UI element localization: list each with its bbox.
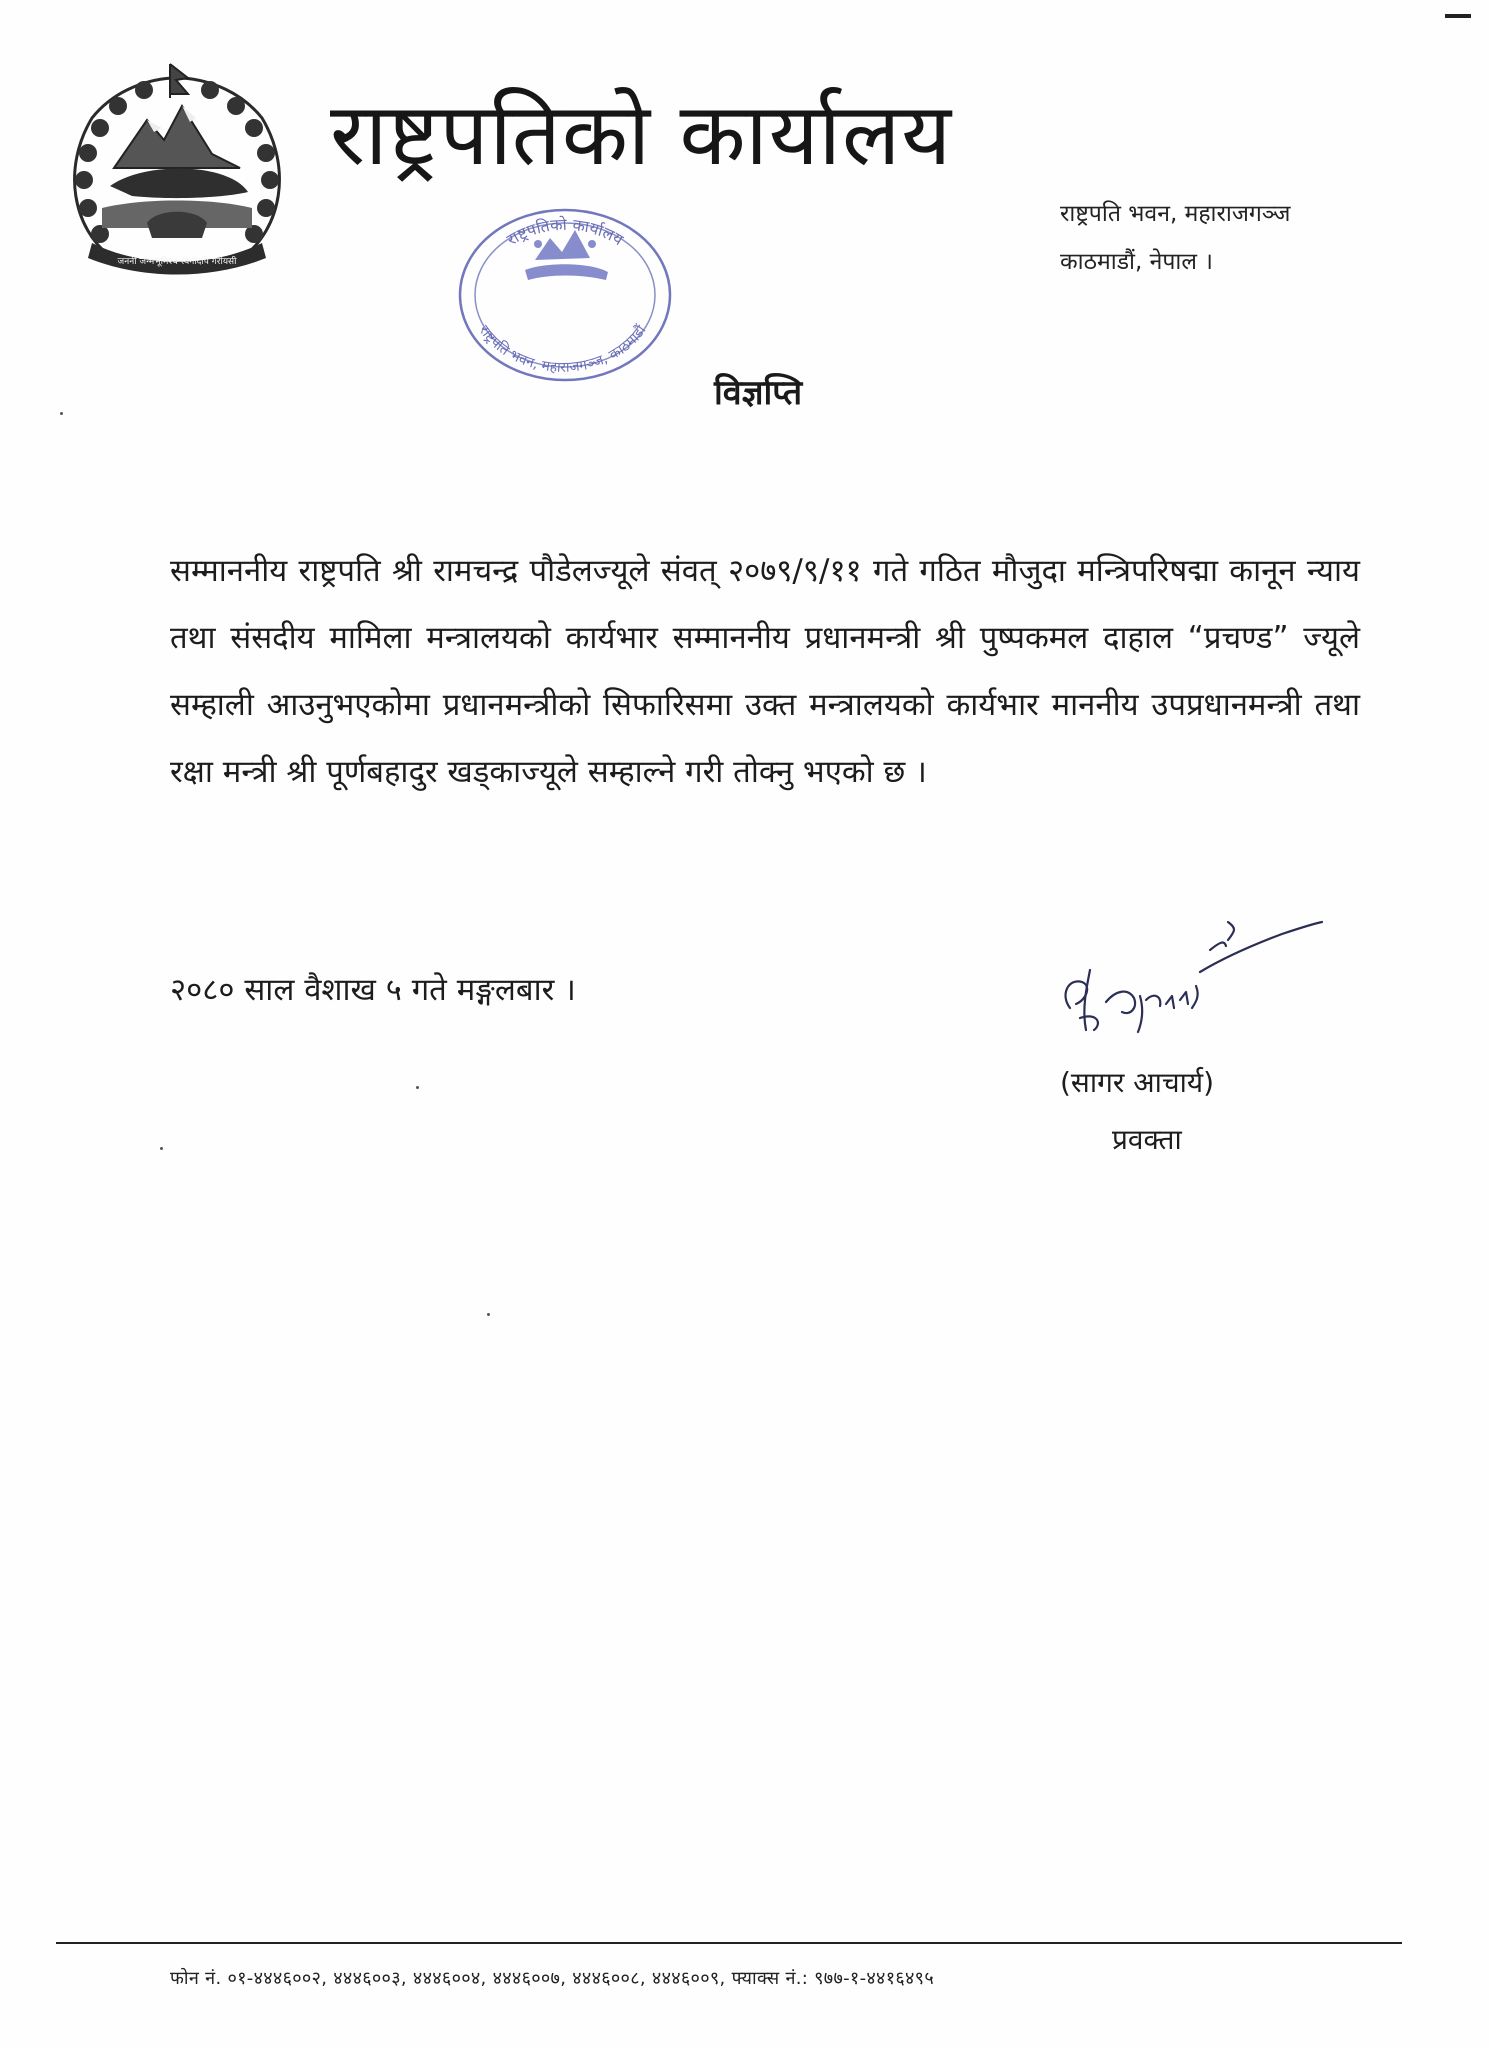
scan-speck — [160, 1147, 163, 1150]
notice-heading: विज्ञप्ति — [714, 373, 803, 413]
footer-divider — [56, 1942, 1402, 1944]
national-emblem-icon — [52, 58, 302, 283]
scan-speck — [416, 1086, 419, 1089]
handwritten-signature — [1050, 900, 1340, 1060]
notice-date: २०८० साल वैशाख ५ गते मङ्गलबार । — [170, 972, 576, 1008]
office-title: राष्ट्रपतिको कार्यालय — [330, 85, 953, 185]
svg-text:राष्ट्रपति भवन, महाराजगञ्ज, का — [476, 322, 650, 376]
address-line-2: काठमाडौं, नेपाल । — [1060, 249, 1213, 275]
svg-text:राष्ट्रपतिको कार्यालय — [503, 215, 627, 250]
footer-contact: फोन नं. ०१-४४४६००२, ४४४६००३, ४४४६००४, ४४४६००७, ४४४६००८, ४४४६००९, फ्याक्स नं.: ९७७-१-४४१६४९५ — [170, 1968, 935, 1989]
office-stamp-icon — [440, 200, 680, 390]
scan-speck — [60, 412, 63, 415]
stamp-text-top: राष्ट्रपतिको कार्यालय — [503, 214, 627, 250]
address-line-1: राष्ट्रपति भवन, महाराजगञ्ज — [1060, 201, 1291, 227]
signatory-title: प्रवक्ता — [1112, 1123, 1182, 1156]
scan-speck — [487, 1313, 490, 1316]
notice-body: सम्माननीय राष्ट्रपति श्री रामचन्द्र पौडेलज्यूले संवत् २०७९/९/११ गते गठित मौजुदा मन्त्रिपरिषद्मा कानून न्याय तथा संसदीय मामिला मन्त्रालयको कार्यभार सम्माननीय प्रधानमन्त्री श्री पुष्पकमल दाहाल “प्रचण्ड” ज्यूले सम्हाली आउनुभएकोमा प्रधानमन्त्रीको सिफारिसमा उक्त मन्त्रालयको कार्यभार माननीय उपप्रधानमन्त्री तथा रक्षा मन्त्री श्री पूर्णबहादुर खड्काज्यूले सम्हाल्ने गरी तोक्नु भएको छ । — [170, 553, 1360, 790]
emblem-motto: जननी जन्मभूमिश्च स्वर्गादपि गरीयसी — [117, 257, 237, 267]
office-address — [1060, 190, 1290, 286]
stamp-text-bottom: राष्ट्रपति भवन, महाराजगञ्ज, काठमाडौं — [475, 322, 650, 376]
scan-corner-mark — [1445, 14, 1471, 18]
signatory-name: (सागर आचार्य) — [1060, 1066, 1215, 1099]
